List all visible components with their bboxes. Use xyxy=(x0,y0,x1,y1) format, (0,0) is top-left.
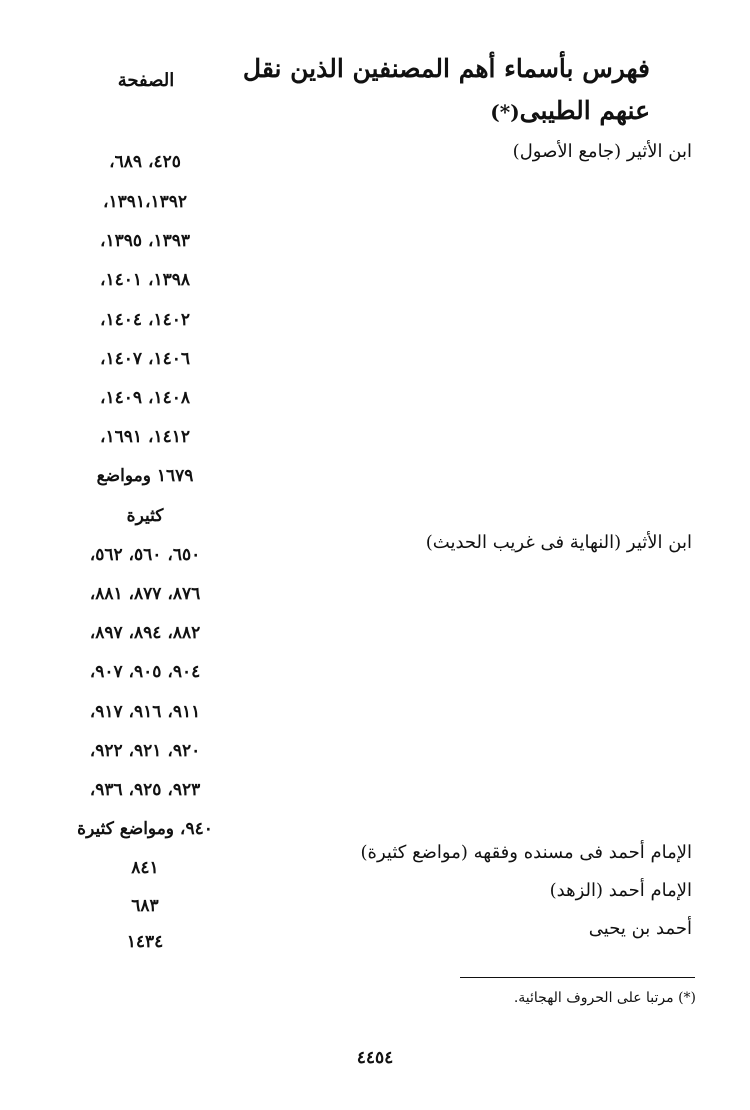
page-ref-line: كثيرة xyxy=(126,506,164,526)
author-entry: أحمد بن يحيى xyxy=(588,918,692,939)
author-entry: الإمام أحمد فى مسنده وفقهه (مواضع كثيرة) xyxy=(360,842,692,863)
author-entry: ابن الأثير (جامع الأصول) xyxy=(512,141,692,162)
page-ref-line: ٩٢٣، ٩٢٥، ٩٣٦، xyxy=(89,780,201,800)
page-number: ٤٤٥٤ xyxy=(356,1048,394,1068)
page-ref-line: ١٤١٢، ١٦٩١، xyxy=(100,427,190,447)
page-ref-line: ٩١١، ٩١٦، ٩١٧، xyxy=(89,702,201,722)
page-ref-line: ١٣٩٣، ١٣٩٥، xyxy=(100,231,190,251)
title-footnote-marker: (*) xyxy=(490,100,520,124)
page-ref-line: ١٤٠٢، ١٤٠٤، xyxy=(100,310,190,330)
page-ref-line: ٨٨٢، ٨٩٤، ٨٩٧، xyxy=(89,623,201,643)
author-entry: ابن الأثير (النهاية فى غريب الحديث) xyxy=(425,532,692,553)
footnote-divider xyxy=(460,977,695,978)
page-ref-line: ٦٥٠، ٥٦٠، ٥٦٢، xyxy=(89,545,201,565)
page-ref-line: ٤٢٥، ٦٨٩، xyxy=(109,152,181,172)
page-ref-line: ١٣٩١،١٣٩٢، xyxy=(102,192,188,212)
page-ref-line: ٩٢٠، ٩٢١، ٩٢٢، xyxy=(89,741,201,761)
page-ref-line: ٦٨٣ xyxy=(131,896,159,916)
footnote: (*) مرتبا على الحروف الهجائية. xyxy=(513,990,696,1006)
page-ref-line: ١٤٠٨، ١٤٠٩، xyxy=(100,388,190,408)
page-ref-line: ٨٤١ xyxy=(131,858,159,878)
page-ref-line: ٩٠٤، ٩٠٥، ٩٠٧، xyxy=(89,662,201,682)
page-title xyxy=(210,48,650,133)
page-ref-line: ١٣٩٨، ١٤٠١، xyxy=(100,270,190,290)
page-ref-line: ٩٤٠، ومواضع كثيرة xyxy=(77,819,213,839)
page-ref-line: ١٦٧٩ ومواضع xyxy=(96,466,194,486)
page-ref-line: ١٤٠٦، ١٤٠٧، xyxy=(100,349,190,369)
page-ref-line: ١٤٣٤ xyxy=(126,932,164,952)
title-text: فهرس بأسماء أهم المصنفين الذين نقل عنهم الطيبى xyxy=(242,54,650,125)
page-ref-line: ٨٧٦، ٨٧٧، ٨٨١، xyxy=(89,584,201,604)
author-entry: الإمام أحمد (الزهد) xyxy=(549,880,692,901)
page-column-header: الصفحة xyxy=(117,70,175,91)
